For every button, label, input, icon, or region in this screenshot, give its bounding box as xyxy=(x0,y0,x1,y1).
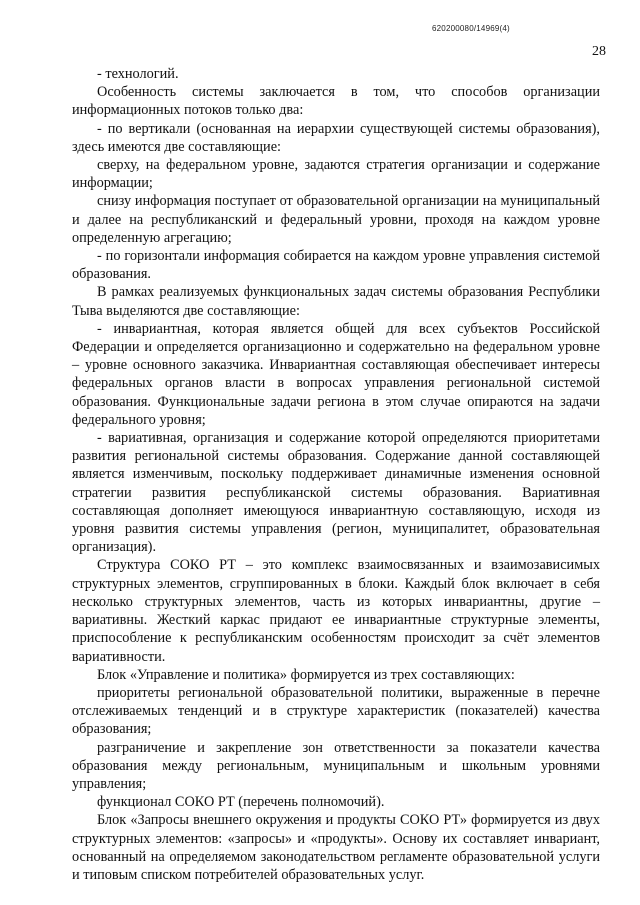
paragraph: В рамках реализуемых функциональных задач системы образования Республики Тыва выделяются две составляющие: xyxy=(72,284,600,319)
paragraph: - технологий. xyxy=(97,66,179,82)
paragraph: Блок «Управление и политика» формируется из трех составляющих: xyxy=(97,666,515,683)
document-code: 620200080/14969(4) xyxy=(432,24,510,33)
page-number: 28 xyxy=(592,44,606,59)
document-body xyxy=(72,65,600,884)
paragraph: - по горизонтали информация собирается на каждом уровне управления системой образования. xyxy=(72,248,600,283)
paragraph: разграничение и закрепление зон ответственности за показатели качества образования между региональным, муниципальным и школьным уровнями управления; xyxy=(72,739,600,792)
paragraph: Блок «Запросы внешнего окружения и продукты СОКО РТ» формируется из двух структурных элементов: «запросы» и «продукты». Основу их составляет инвариант, основанный на определяемом законодательством регламенте образовательной услуги и типовым списком потребителей образовательных услуг. xyxy=(72,812,600,883)
paragraph: Особенность системы заключается в том, что способов организации информационных потоков только два: xyxy=(72,84,600,119)
paragraph: снизу информация поступает от образовательной организации на муниципальный и далее на республиканский и федеральный уровни, проходя на каждом уровне определенную агрегацию; xyxy=(72,193,600,246)
paragraph: - по вертикали (основанная на иерархии существующей системы образования), здесь имеются две составляющие: xyxy=(72,120,600,155)
paragraph: Структура СОКО РТ – это комплекс взаимосвязанных и взаимозависимых структурных элементов, сгруппированных в блоки. Каждый блок включает в себя несколько структурных элементов, часть из которых инвариантны, другие – вариативны. Жесткий каркас придают ее инвариантные структурные элементы, приспособление к республиканским особенностям происходит за счёт элементов вариативности. xyxy=(72,557,600,665)
paragraph: - вариативная, организация и содержание которой определяются приоритетами развития региональной системы образования. Содержание данной составляющей является изменчивым, поскольку поддерживает динамичные изменения основной стратегии развития республиканской системы образования. Вариативная составляющая дополняет имеющуюся инвариантную составляющую, исходя из уровня развития системы управления (регион, муниципалитет, образовательная организация). xyxy=(72,430,600,556)
paragraph: - инвариантная, которая является общей для всех субъектов Российской Федерации и определяется организационно и содержательно на федеральном уровне – уровне основного заказчика. Инвариантная составляющая обеспечивает интересы федеральных органов власти в вопросах управления региональной системой образования. Функциональные задачи региона в этом случае опираются на задачи федерального уровня; xyxy=(72,320,600,428)
paragraph: сверху, на федеральном уровне, задаются стратегия организации и содержание информации; xyxy=(72,157,600,192)
paragraph: приоритеты региональной образовательной политики, выраженные в перечне отслеживаемых тенденций и в структуре характеристик (показателей) качества образования; xyxy=(72,684,600,738)
paragraph: функционал СОКО РТ (перечень полномочий). xyxy=(97,794,385,811)
